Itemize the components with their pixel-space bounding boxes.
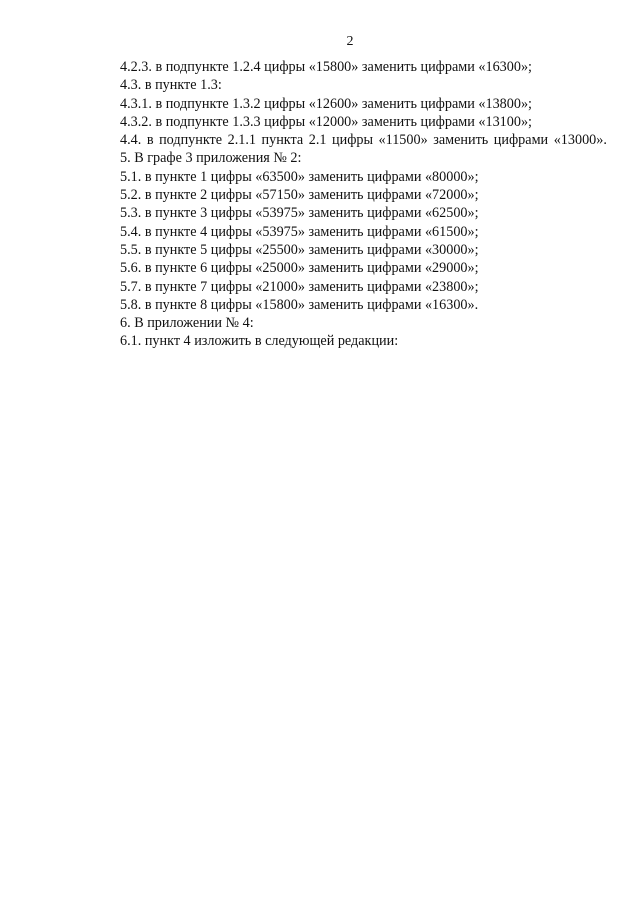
paragraph-4-3-2: 4.3.2. в подпункте 1.3.3 цифры «12000» заменить цифрами «13100»; [120, 113, 532, 130]
paragraph-4-2-3: 4.2.3. в подпункте 1.2.4 цифры «15800» заменить цифрами «16300»; [120, 59, 532, 75]
paragraph-5-1: 5.1. в пункте 1 цифры «63500» заменить цифрами «80000»; [120, 168, 479, 185]
paragraph-5: 5. В графе 3 приложения № 2: [120, 150, 302, 167]
paragraph-6-1: 6.1. пункт 4 изложить в следующей редакции: [120, 333, 399, 350]
paragraph-5-3: 5.3. в пункте 3 цифры «53975» заменить цифрами «62500»; [120, 205, 479, 222]
paragraph-5-7: 5.7. в пункте 7 цифры «21000» заменить цифрами «23800»; [120, 278, 479, 295]
paragraph-5-2: 5.2. в пункте 2 цифры «57150» заменить цифрами «72000»; [120, 187, 479, 204]
paragraph-4-4: 4.4. в подпункте 2.1.1 пункта 2.1 цифры «11500» заменить цифрами «13000». [120, 132, 607, 149]
page-number: 2 [346, 34, 354, 49]
paragraph-5-5: 5.5. в пункте 5 цифры «25500» заменить цифрами «30000»; [120, 241, 479, 258]
paragraph-5-4: 5.4. в пункте 4 цифры «53975» заменить цифрами «61500»; [120, 223, 479, 240]
paragraph-4-3-1: 4.3.1. в подпункте 1.3.2 цифры «12600» заменить цифрами «13800»; [120, 95, 532, 112]
paragraph-4-3: 4.3. в пункте 1.3: [120, 77, 222, 94]
paragraph-5-6: 5.6. в пункте 6 цифры «25000» заменить цифрами «29000»; [120, 260, 479, 277]
document-body [82, 58, 614, 351]
paragraph-5-8: 5.8. в пункте 8 цифры «15800» заменить цифрами «16300». [120, 296, 479, 313]
paragraph-6: 6. В приложении № 4: [120, 315, 254, 332]
